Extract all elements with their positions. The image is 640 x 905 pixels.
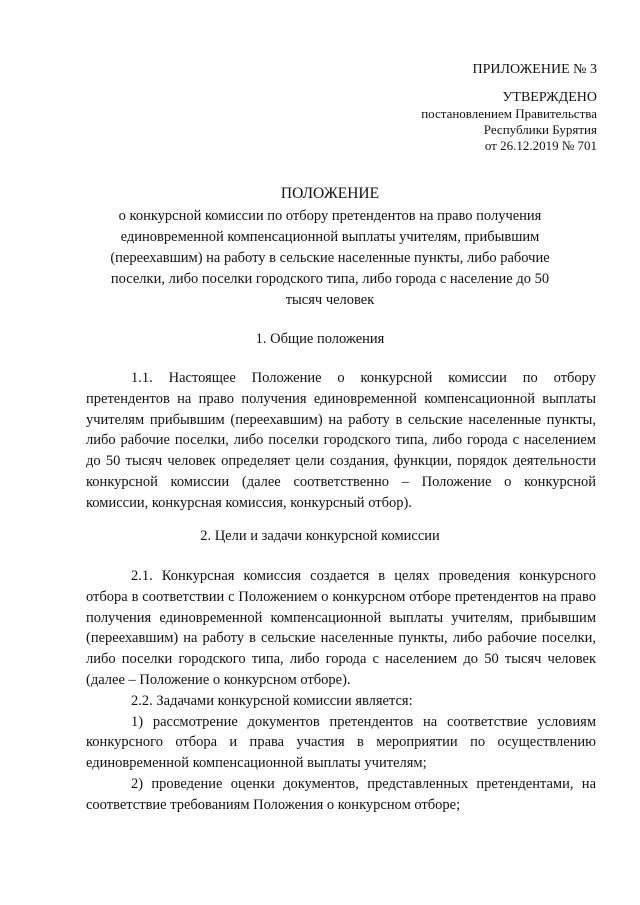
- approved-date: от 26.12.2019 № 701: [484, 138, 597, 153]
- document-subtitle: о конкурсной комиссии по отбору претендентов на право получения единовременной компенсационной выплаты учителям, прибывшим (переехавшим) на работу в сельские населенные пункты, либо рабочие поселки, либо поселки городского типа, либо города с население до 50 тысяч человек: [110, 208, 550, 308]
- paragraph-1-1: 1.1. Настоящее Положение о конкурсной комиссии по отбору претендентов на право получения единовременной компенсационной выплаты учителям прибывшим (переехавшим) на работу в сельские населенные пункты, либо рабочие поселки, либо поселки городского типа, либо города с населением до 50 тысяч человек определяет цели создания, функции, порядок деятельности конкурсной комиссии (далее соответственно – Положение о конкурсной комиссии, конкурсная комиссия, конкурсный отбор).: [86, 370, 596, 511]
- paragraph-2-2: 2.2. Задачами конкурсной комиссии является:: [131, 692, 413, 709]
- paragraph-2-2-item-2: 2) проведение оценки документов, представленных претендентами, на соответствие требованиям Положения о конкурсном отборе;: [86, 775, 596, 813]
- approved-by-line-1: постановлением Правительства: [421, 106, 597, 121]
- title-block: [100, 184, 560, 311]
- section-heading-1: 1. Общие положения: [255, 331, 385, 347]
- approved-by-line-2: Республики Бурятия: [483, 122, 597, 137]
- approval-stamp: [421, 90, 597, 154]
- section-2-body: [86, 566, 596, 816]
- paragraph-2-2-item-1: 1) рассмотрение документов претендентов на соответствие условиям конкурсного отбора и права участия в мероприятии по осуществлению единовременной компенсационной выплаты учителям;: [86, 713, 596, 772]
- section-1-body: [86, 368, 596, 514]
- document-title: ПОЛОЖЕНИЕ: [280, 185, 380, 202]
- section-heading-2: 2. Цели и задачи конкурсной комиссии: [200, 528, 440, 544]
- approved-label: УТВЕРЖДЕНО: [502, 90, 597, 105]
- paragraph-2-1: 2.1. Конкурсная комиссия создается в целях проведения конкурсного отбора в соответствии с Положением о конкурсном отборе претендентов на право получения единовременной компенсационной выплаты учителям, прибывшим (переехавшим) на работу в сельские населенные пункты, либо рабочие поселки, либо поселки городского типа, либо города с населением до 50 тысяч человек (далее – Положение о конкурсном отборе).: [86, 568, 596, 688]
- appendix-label: ПРИЛОЖЕНИЕ № 3: [472, 62, 597, 77]
